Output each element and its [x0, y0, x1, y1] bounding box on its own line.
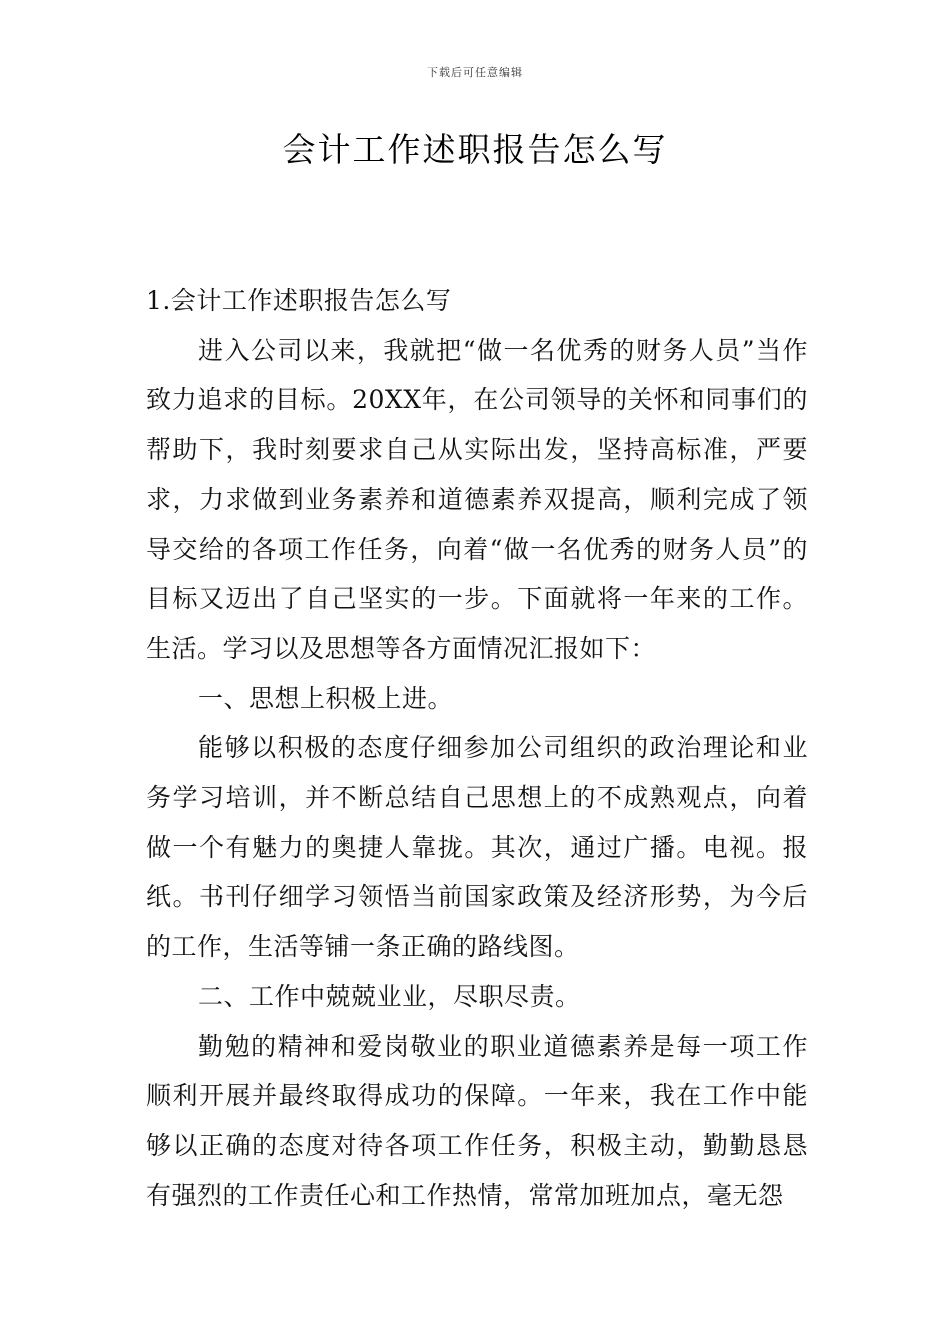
work-paragraph: 勤勉的精神和爱岗敬业的职业道德素养是每一项工作顺利开展并最终取得成功的保障。一年来，我在工作中能够以正确的态度对待各项工作任务，积极主动，勤勤恳恳有强烈的工作责任心和工作热情，常常加班加点，毫无怨: [146, 1031, 808, 1210]
document-title: 会计工作述职报告怎么写: [282, 130, 668, 169]
document-body: [146, 276, 808, 1220]
subheading-thought: 一、思想上积极上进。: [198, 683, 454, 713]
thought-paragraph: 能够以积极的态度仔细参加公司组织的政治理论和业务学习培训，并不断总结自己思想上的不成熟观点，向着做一个有魅力的奥捷人靠拢。其次，通过广播。电视。报纸。书刊仔细学习领悟当前国家政策及经济形势，为今后的工作，生活等铺一条正确的路线图。: [146, 733, 808, 962]
header-note: 下载后可任意编辑: [427, 66, 523, 79]
intro-paragraph: 进入公司以来，我就把“做一名优秀的财务人员”当作致力追求的目标。20XX年，在公司领导的关怀和同事们的帮助下，我时刻要求自己从实际出发，坚持高标准，严要求，力求做到业务素养和道德素养双提高，顺利完成了领导交给的各项工作任务，向着“做一名优秀的财务人员”的目标又迈出了自己坚实的一步。下面就将一年来的工作。生活。学习以及思想等各方面情况汇报如下：: [146, 335, 808, 663]
subheading-work: 二、工作中兢兢业业，尽职尽责。: [198, 981, 581, 1011]
section-heading: 1.会计工作述职报告怎么写: [146, 286, 452, 315]
